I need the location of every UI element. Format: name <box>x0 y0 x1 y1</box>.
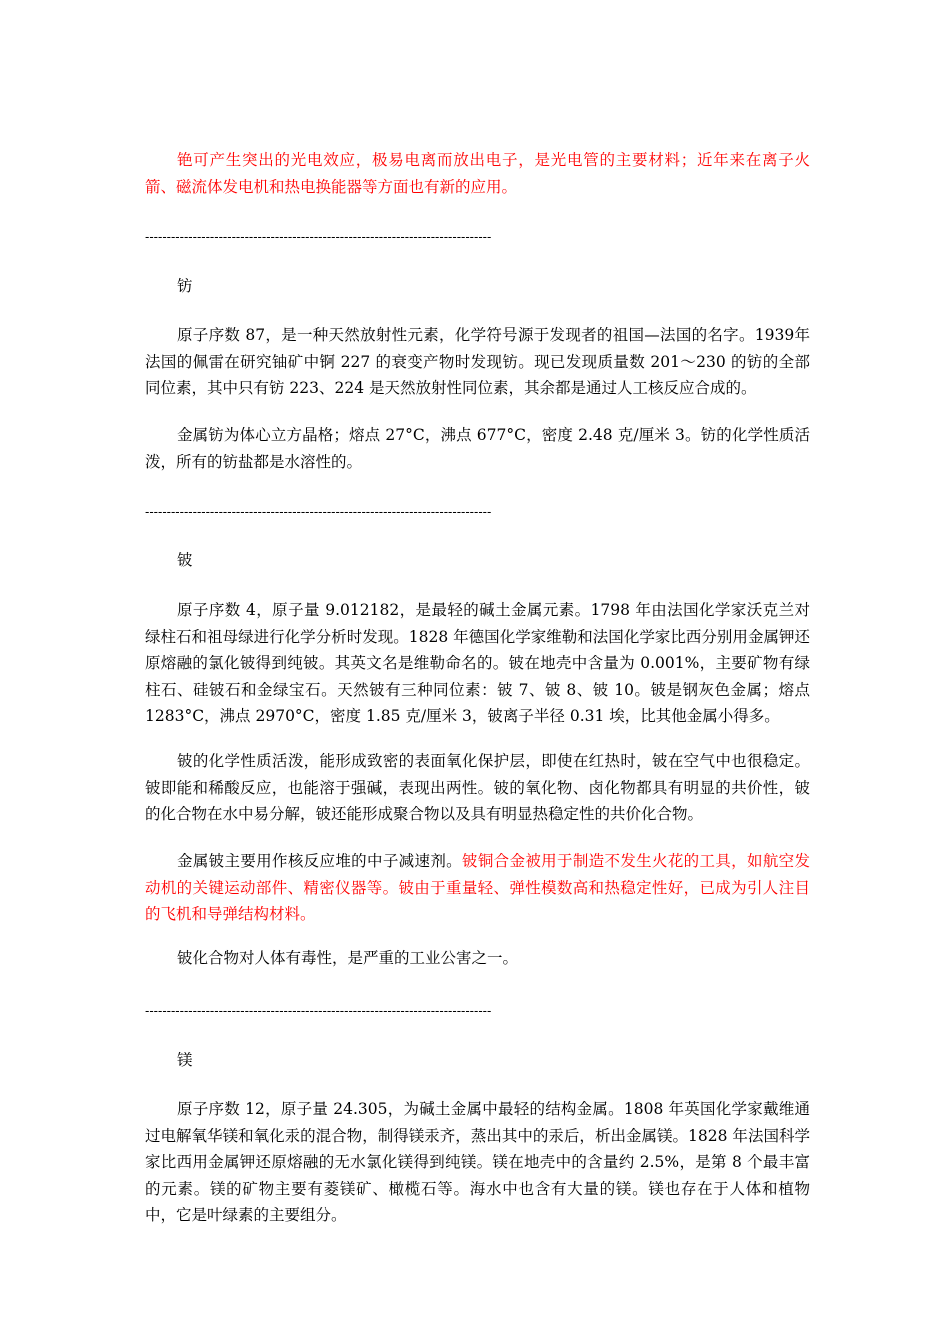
francium-paragraph-2: 金属钫为体心立方晶格；熔点 27°C，沸点 677°C，密度 2.48 克/厘米 3。钫的化学性质活泼，所有的钫盐都是水溶性的。 <box>145 426 810 471</box>
beryllium-paragraph-3-plain: 金属铍主要用作核反应堆的中子减速剂。 <box>177 852 462 870</box>
beryllium-heading: 铍 <box>177 551 193 569</box>
section-separator: -------------------------------------------------------------------------------- <box>145 504 492 519</box>
beryllium-paragraph-4: 铍化合物对人体有毒性，是严重的工业公害之一。 <box>177 949 519 967</box>
francium-paragraph-1: 原子序数 87，是一种天然放射性元素，化学符号源于发现者的祖国—法国的名字。1939年法国的佩雷在研究铀矿中锕 227 的衰变产物时发现钫。现已发现质量数 201～230 的钫的全部同位素，其中只有钫 223、224 是天然放射性同位素，其余都是通过人工核反应合成的。 <box>145 326 810 397</box>
beryllium-paragraph-3 <box>145 848 810 928</box>
section-separator: -------------------------------------------------------------------------------- <box>145 1003 492 1018</box>
beryllium-paragraph-3-highlight: 铍铜合金被用于制造不发生火花的工具，如航空发动机的关键运动部件、精密仪器等。铍由于重量轻、弹性模数高和热稳定性好，已成为引人注目的飞机和导弹结构材料。 <box>145 852 810 923</box>
beryllium-paragraph-2: 铍的化学性质活泼，能形成致密的表面氧化保护层，即使在红热时，铍在空气中也很稳定。铍即能和稀酸反应，也能溶于强碱，表现出两性。铍的氧化物、卤化物都具有明显的共价性，铍的化合物在水中易分解，铍还能形成聚合物以及具有明显热稳定性的共价化合物。 <box>145 752 810 823</box>
francium-heading: 钫 <box>177 277 193 295</box>
cesium-paragraph: 铯可产生突出的光电效应，极易电离而放出电子，是光电管的主要材料；近年来在离子火箭、磁流体发电机和热电换能器等方面也有新的应用。 <box>145 151 810 196</box>
section-separator: -------------------------------------------------------------------------------- <box>145 229 492 244</box>
beryllium-paragraph-1: 原子序数 4，原子量 9.012182，是最轻的碱土金属元素。1798 年由法国化学家沃克兰对绿柱石和祖母绿进行化学分析时发现。1828 年德国化学家维勒和法国化学家比西分别用金属钾还原熔融的氯化铍得到纯铍。其英文名是维勒命名的。铍在地壳中含量为 0.001%，主要矿物有绿柱石、硅铍石和金绿宝石。天然铍有三种同位素：铍 7、铍 8、铍 10。铍是钢灰色金属；熔点 1283°C，沸点 2970°C，密度 1.85 克/厘米 3，铍离子半径 0.31 埃，比其他金属小得多。 <box>145 601 810 725</box>
magnesium-heading: 镁 <box>177 1051 193 1069</box>
magnesium-paragraph-1: 原子序数 12，原子量 24.305，为碱土金属中最轻的结构金属。1808 年英国化学家戴维通过电解氧华镁和氧化汞的混合物，制得镁汞齐，蒸出其中的汞后，析出金属镁。1828 年法国科学家比西用金属钾还原熔融的无水氯化镁得到纯镁。镁在地壳中的含量约 2.5%，是第 8 个最丰富的元素。镁的矿物主要有菱镁矿、橄榄石等。海水中也含有大量的镁。镁也存在于人体和植物中，它是叶绿素的主要组分。 <box>145 1100 810 1224</box>
